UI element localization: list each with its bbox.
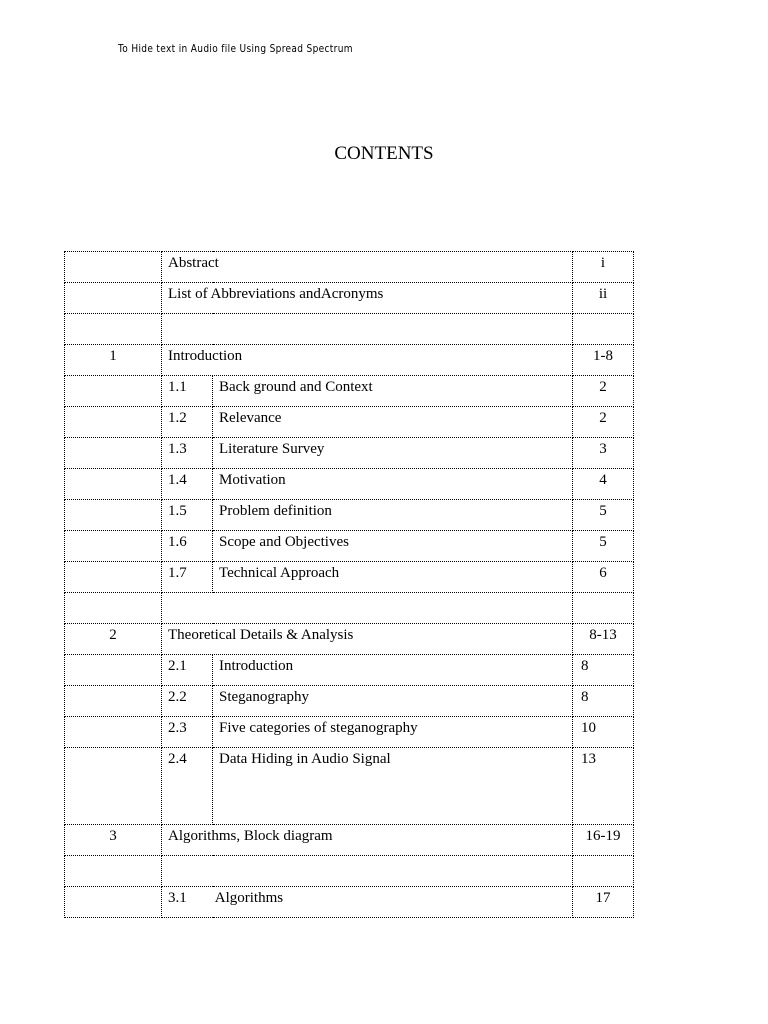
section-title: Five categories of steganography [213,717,573,748]
section-number: 2.1 [162,655,213,686]
toc-row-section [65,686,634,717]
section-number: 2.3 [162,717,213,748]
section-entry [162,887,573,918]
section-title: Problem definition [213,500,573,531]
toc-row-section [65,376,634,407]
toc-row-section [65,469,634,500]
chapter-number: 2 [65,624,162,655]
chapter-number [65,283,162,314]
section-number: 2.2 [162,686,213,717]
page-number: 10 [573,717,634,748]
page-number: 2 [573,376,634,407]
section-title: Relevance [213,407,573,438]
toc-row-blank [65,856,634,887]
section-number: 1.5 [162,500,213,531]
toc-entry-title: Abstract [162,252,573,283]
section-title: Literature Survey [213,438,573,469]
chapter-number [65,252,162,283]
toc-row-section [65,531,634,562]
section-number: 2.4 [162,748,213,825]
chapter-number: 1 [65,345,162,376]
page-number: 8 [573,686,634,717]
contents-table [64,251,634,918]
section-title: Scope and Objectives [213,531,573,562]
section-number: 1.7 [162,562,213,593]
toc-row-blank [65,593,634,624]
page-number: 2 [573,407,634,438]
section-title: Algorithms [214,890,284,906]
toc-entry-title: Introduction [162,345,573,376]
page-number: 6 [573,562,634,593]
running-header: To Hide text in Audio file Using Spread Spectrum [118,42,353,55]
toc-row-section [65,562,634,593]
section-number: 1.3 [162,438,213,469]
page-number: 16-19 [573,825,634,856]
toc-row-section [65,887,634,918]
toc-row-chapter-3 [65,825,634,856]
toc-row-section [65,500,634,531]
page-number: ii [573,283,634,314]
toc-row-abstract [65,252,634,283]
section-title: Introduction [213,655,573,686]
section-title: Back ground and Context [213,376,573,407]
section-title: Data Hiding in Audio Signal [213,748,573,825]
section-number: 1.2 [162,407,213,438]
section-title: Motivation [213,469,573,500]
toc-row-chapter-1 [65,345,634,376]
toc-row-section [65,748,634,825]
page-number: i [573,252,634,283]
section-number: 1.1 [162,376,213,407]
toc-row-section [65,407,634,438]
toc-row-blank [65,314,634,345]
toc-row-chapter-2 [65,624,634,655]
toc-entry-title: List of Abbreviations andAcronyms [162,283,573,314]
page-number: 8 [573,655,634,686]
section-title: Technical Approach [213,562,573,593]
page-number: 5 [573,500,634,531]
toc-row-section [65,438,634,469]
page-number: 3 [573,438,634,469]
section-number: 3.1 [168,890,187,906]
section-title: Steganography [213,686,573,717]
page-number: 13 [573,748,634,825]
page-number: 8-13 [573,624,634,655]
page-number: 1-8 [573,345,634,376]
toc-entry-title: Theoretical Details & Analysis [162,624,573,655]
toc-row-section [65,717,634,748]
page-title: CONTENTS [334,143,434,164]
section-number: 1.4 [162,469,213,500]
toc-entry-title: Algorithms, Block diagram [162,825,573,856]
toc-row-section [65,655,634,686]
toc-row-abbreviations [65,283,634,314]
page-number: 5 [573,531,634,562]
page-number: 17 [573,887,634,918]
section-number: 1.6 [162,531,213,562]
page-number: 4 [573,469,634,500]
chapter-number: 3 [65,825,162,856]
